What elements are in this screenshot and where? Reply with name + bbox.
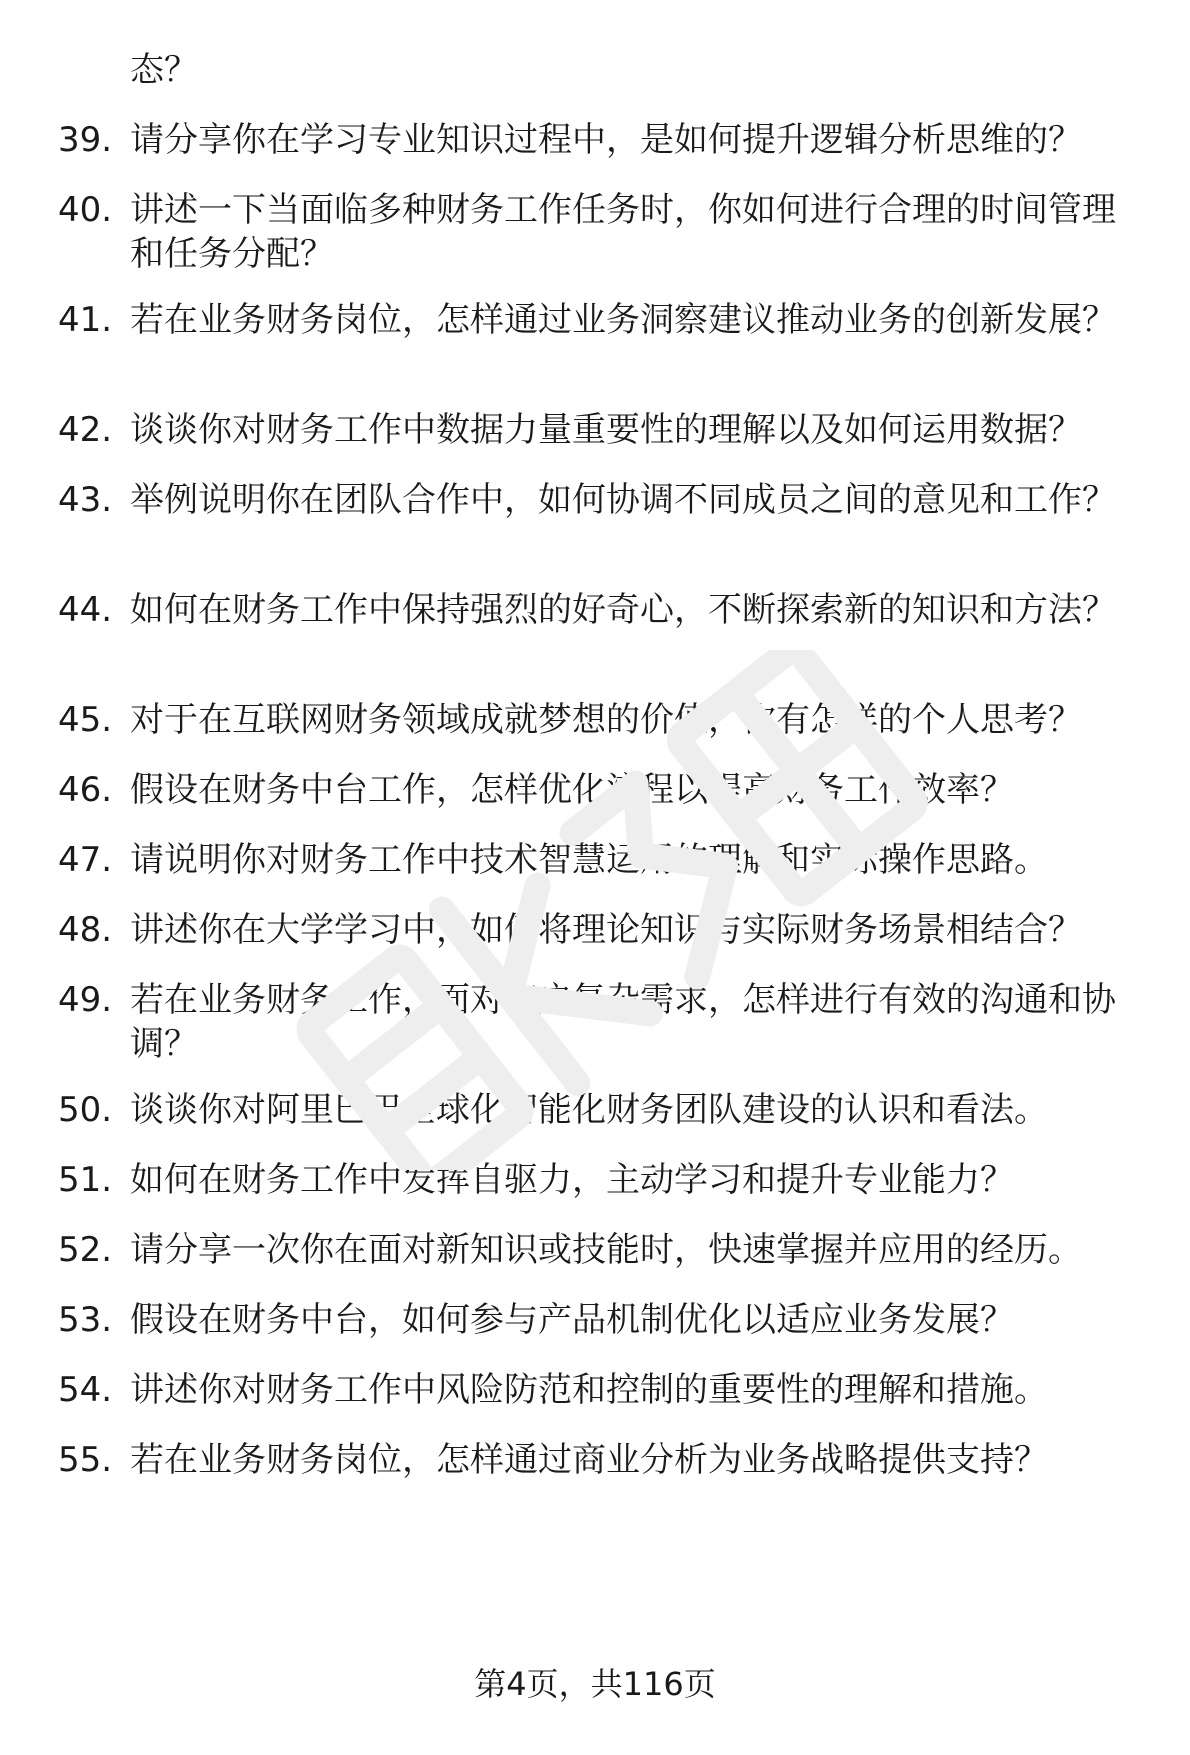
question-number: 47.: [58, 840, 113, 880]
question-text: 若在业务财务岗位，怎样通过商业分析为业务战略提供支持？: [130, 1440, 1048, 1480]
question-text: 讲述一下当面临多种财务工作任务时，你如何进行合理的时间管理和任务分配？: [130, 190, 1116, 274]
question-number: 55.: [58, 1440, 113, 1480]
question-text: 假设在财务中台，如何参与产品机制优化以适应业务发展？: [130, 1300, 1014, 1340]
question-number: 41.: [58, 300, 113, 340]
question-number: 44.: [58, 590, 113, 630]
question-number: 39.: [58, 120, 113, 160]
question-text: 对于在互联网财务领域成就梦想的价值，你有怎样的个人思考？: [130, 700, 1082, 740]
question-text: 如何在财务工作中保持强烈的好奇心，不断探索新的知识和方法？: [130, 590, 1116, 630]
question-number: 50.: [58, 1090, 113, 1130]
question-text: 如何在财务工作中发挥自驱力，主动学习和提升专业能力？: [130, 1160, 1014, 1200]
question-number: 52.: [58, 1230, 113, 1270]
question-text: 假设在财务中台工作，怎样优化流程以提高财务工作效率？: [130, 770, 1014, 810]
question-number: 45.: [58, 700, 113, 740]
question-text: 举例说明你在团队合作中，如何协调不同成员之间的意见和工作？: [130, 480, 1116, 520]
page-footer: 第4页，共116页: [474, 1665, 716, 1703]
question-number: 54.: [58, 1370, 113, 1410]
question-number: 42.: [58, 410, 113, 450]
question-number: 48.: [58, 910, 113, 950]
question-text: 请说明你对财务工作中技术智慧运用的理解和实际操作思路。: [130, 840, 1048, 880]
question-number: 51.: [58, 1160, 113, 1200]
question-text: 请分享一次你在面对新知识或技能时，快速掌握并应用的经历。: [130, 1230, 1082, 1270]
question-text: 请分享你在学习专业知识过程中，是如何提升逻辑分析思维的？: [130, 120, 1082, 160]
question-number: 43.: [58, 480, 113, 520]
question-text: 若在业务财务工作，面对客户复杂需求，怎样进行有效的沟通和协调？: [130, 980, 1116, 1064]
question-text: 谈谈你对阿里巴巴全球化智能化财务团队建设的认识和看法。: [130, 1090, 1048, 1130]
question-number: 40.: [58, 190, 113, 230]
question-number: 53.: [58, 1300, 113, 1340]
question-text: 若在业务财务岗位，怎样通过业务洞察建议推动业务的创新发展？: [130, 300, 1116, 340]
question-number: 49.: [58, 980, 113, 1020]
question-text: 谈谈你对财务工作中数据力量重要性的理解以及如何运用数据？: [130, 410, 1082, 450]
question-text: 讲述你在大学学习中，如何将理论知识与实际财务场景相结合？: [130, 910, 1082, 950]
question-number: 46.: [58, 770, 113, 810]
question-text: 讲述你对财务工作中风险防范和控制的重要性的理解和措施。: [130, 1370, 1048, 1410]
continued-question-text: 态？: [130, 50, 198, 90]
